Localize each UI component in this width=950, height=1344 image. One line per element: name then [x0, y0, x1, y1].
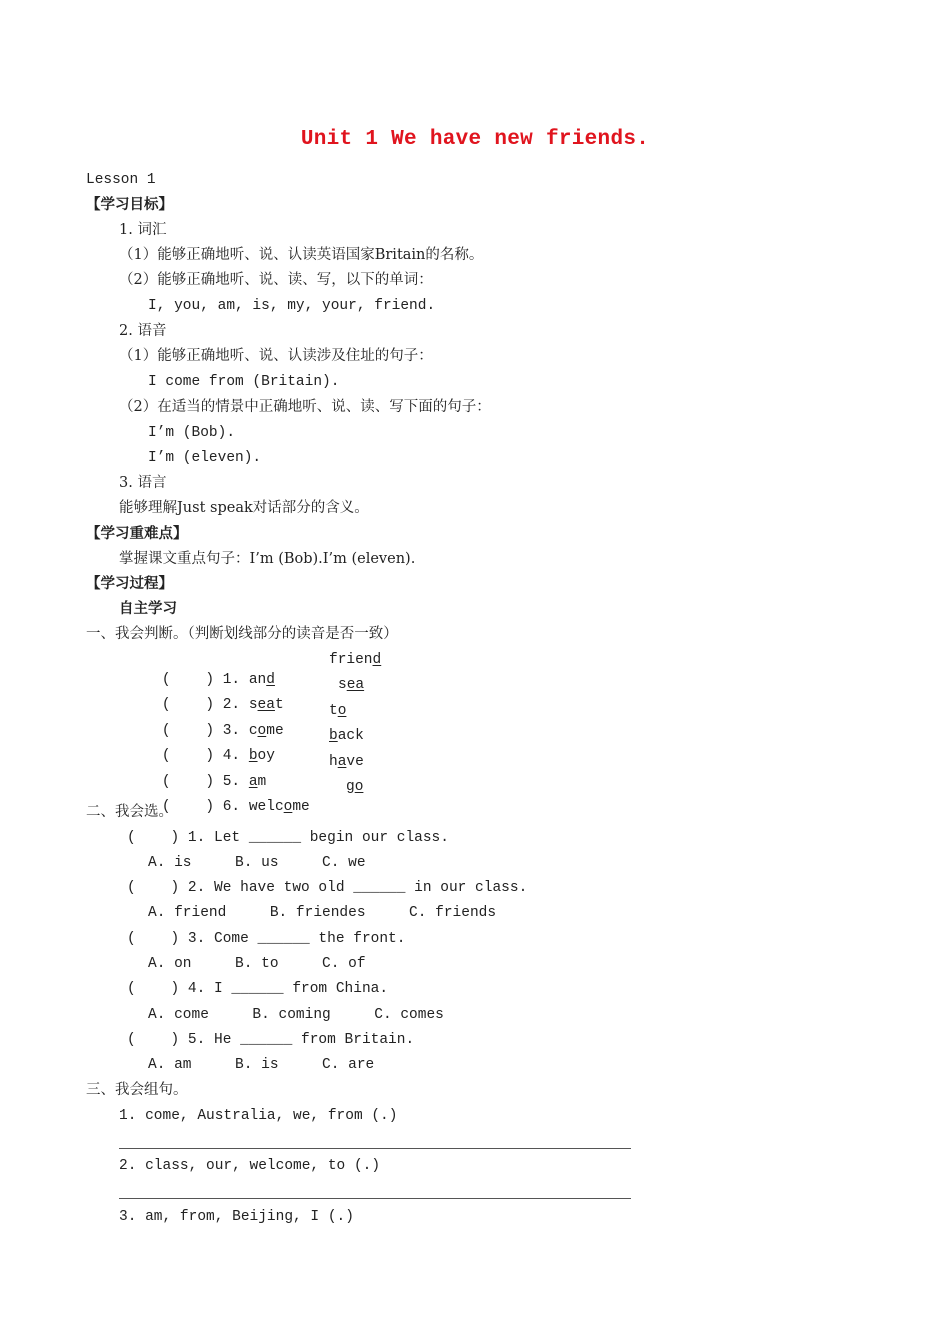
judge-word-a: and: [248, 672, 275, 688]
choice-question-1: ( ) 1. Let ______ begin our class.: [127, 830, 449, 846]
choice-question-3: ( ) 3. Come ______ the front.: [127, 931, 406, 947]
phonetics-item-2: （2）在适当的情景中正确地听、说、读、写下面的句子：: [119, 399, 491, 415]
lesson-label: Lesson 1: [86, 172, 156, 188]
judge-word-a: boy: [248, 748, 275, 764]
judge-word-a: come: [248, 723, 284, 739]
judge-item-2: ( ) 2. seat: [161, 697, 284, 713]
answer-line-2: [119, 1198, 631, 1199]
judge-word-b: have: [329, 754, 364, 770]
language-heading: 3. 语言: [119, 475, 167, 491]
judge-item-4: ( ) 4. boy: [161, 748, 275, 764]
choice-options-1: A. is B. us C. we: [148, 855, 366, 871]
judge-item-1: ( ) 1. and: [161, 672, 275, 688]
judge-item-5: ( ) 5. am: [161, 774, 267, 790]
choice-question-4: ( ) 4. I ______ from China.: [127, 981, 389, 997]
judge-word-b: sea: [338, 677, 365, 693]
language-text: 能够理解Just speak对话部分的含义。: [119, 500, 369, 516]
part2-heading: 二、我会选。: [86, 804, 173, 820]
judge-word-a: welcome: [248, 799, 310, 815]
judge-word-b: friend: [329, 652, 382, 668]
answer-line-1: [119, 1148, 631, 1149]
judge-word-b: back: [329, 728, 364, 744]
phonetics-item-1: （1）能够正确地听、说、认读涉及住址的句子：: [119, 348, 433, 364]
page-title: Unit 1 We have new friends.: [300, 128, 650, 151]
reorder-question-1: 1. come, Australia, we, from (.): [119, 1108, 398, 1124]
goals-heading: 【学习目标】: [86, 196, 173, 213]
vocab-heading: 1. 词汇: [119, 222, 167, 238]
process-heading: 【学习过程】: [86, 575, 173, 592]
vocab-words: I, you, am, is, my, your, friend.: [148, 298, 436, 314]
part1-heading: 一、我会判断。（判断划线部分的读音是否一致）: [86, 626, 398, 642]
judge-word-a: seat: [248, 697, 284, 713]
phonetics-sentence-2b: I’m (eleven).: [148, 450, 262, 466]
phonetics-sentence-2a: I’m (Bob).: [148, 425, 236, 441]
part3-heading: 三、我会组句。: [86, 1082, 188, 1098]
judge-word-b: to: [329, 703, 347, 719]
judge-item-3: ( ) 3. come: [161, 723, 284, 739]
phonetics-heading: 2. 语音: [119, 323, 167, 339]
choice-question-2: ( ) 2. We have two old ______ in our class.: [127, 880, 528, 896]
choice-options-2: A. friend B. friendes C. friends: [148, 905, 497, 921]
key-points-heading: 【学习重难点】: [86, 525, 188, 542]
judge-word-a: am: [248, 774, 267, 790]
judge-word-b: go: [346, 779, 364, 795]
phonetics-sentence-1: I come from (Britain).: [148, 374, 340, 390]
choice-options-4: A. come B. coming C. comes: [148, 1007, 444, 1023]
choice-options-5: A. am B. is C. are: [148, 1057, 375, 1073]
judge-item-6: ( ) 6. welcome: [161, 799, 310, 815]
self-study-heading: 自主学习: [119, 600, 177, 617]
key-points-text: 掌握课文重点句子：I’m (Bob).I’m (eleven).: [119, 551, 416, 567]
reorder-question-2: 2. class, our, welcome, to (.): [119, 1158, 381, 1174]
vocab-item-2: （2）能够正确地听、说、读、写，以下的单词：: [119, 272, 433, 288]
choice-question-5: ( ) 5. He ______ from Britain.: [127, 1032, 415, 1048]
choice-options-3: A. on B. to C. of: [148, 956, 366, 972]
vocab-item-1: （1）能够正确地听、说、认读英语国家Britain的名称。: [119, 247, 484, 263]
reorder-question-3: 3. am, from, Beijing, I (.): [119, 1209, 354, 1225]
